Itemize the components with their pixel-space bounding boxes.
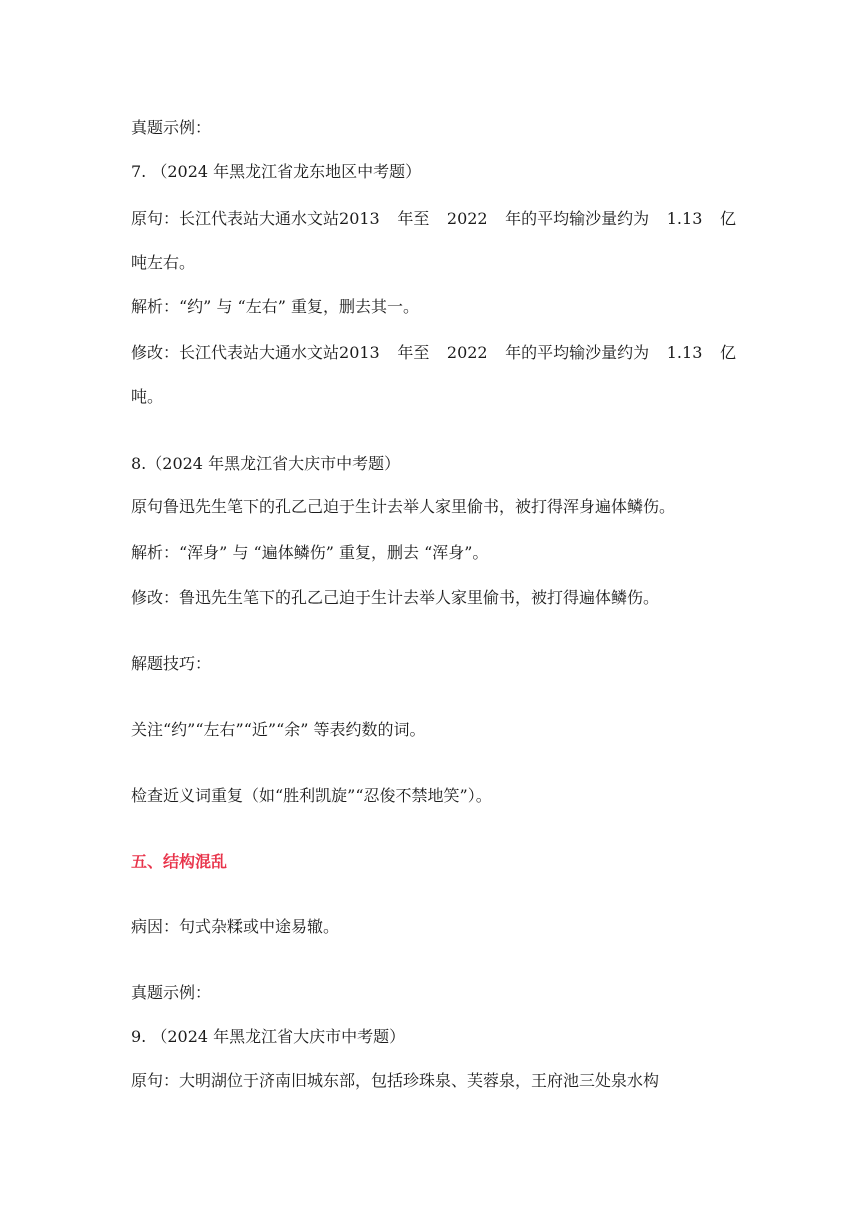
question-7-revision-line-1 [131,343,736,363]
text-segment: 年至 [397,209,430,228]
question-7-revision-line-2: 吨。 [131,387,164,406]
text-segment: 1.13 [666,209,703,228]
text-segment: 年的平均输沙量约为 [505,209,650,228]
question-7-analysis: 解析：“约” 与 “左右” 重复，删去其一。 [131,297,419,316]
label-revision: 修改： [131,343,180,362]
question-9-original: 原句：大明湖位于济南旧城东部，包括珍珠泉、芙蓉泉，王府池三处泉水构 [131,1071,660,1090]
question-7-title: 7. （2024 年黑龙江省龙东地区中考题） [131,162,422,181]
example-label: 真题示例： [131,983,212,1002]
text-segment: 长江代表站大通水文站2013 [179,343,380,362]
section-heading: 五、结构混乱 [131,852,228,871]
text-segment: 长江代表站大通水文站2013 [179,209,380,228]
tip-1: 关注“约”“左右”“近”“余” 等表约数的词。 [131,720,426,739]
text-segment: 2022 [446,209,488,228]
question-8-original: 原句鲁迅先生笔下的孔乙己迫于生计去举人家里偷书，被打得浑身遍体鳞伤。 [131,497,676,516]
question-8-analysis: 解析：“浑身” 与 “遍体鳞伤” 重复，删去 “浑身”。 [131,543,489,562]
text-segment: 1.13 [666,343,703,362]
question-7-original-line-2: 吨左右。 [131,253,196,272]
question-7-original-line-1 [131,209,736,229]
example-label: 真题示例： [131,118,212,137]
question-8-title: 8.（2024 年黑龙江省大庆市中考题） [131,454,401,473]
text-segment: 年的平均输沙量约为 [505,343,650,362]
tips-title: 解题技巧： [131,654,212,673]
text-segment: 亿 [719,343,736,362]
question-9-title: 9. （2024 年黑龙江省大庆市中考题） [131,1027,406,1046]
text-segment: 年至 [397,343,430,362]
label-original: 原句： [131,209,180,228]
question-8-revision: 修改：鲁迅先生笔下的孔乙己迫于生计去举人家里偷书，被打得遍体鳞伤。 [131,588,660,607]
tip-2: 检查近义词重复（如“胜利凯旋”“忍俊不禁地笑”）。 [131,786,492,805]
text-segment: 2022 [446,343,488,362]
text-segment: 亿 [719,209,736,228]
cause-text: 病因：句式杂糅或中途易辙。 [131,917,340,936]
